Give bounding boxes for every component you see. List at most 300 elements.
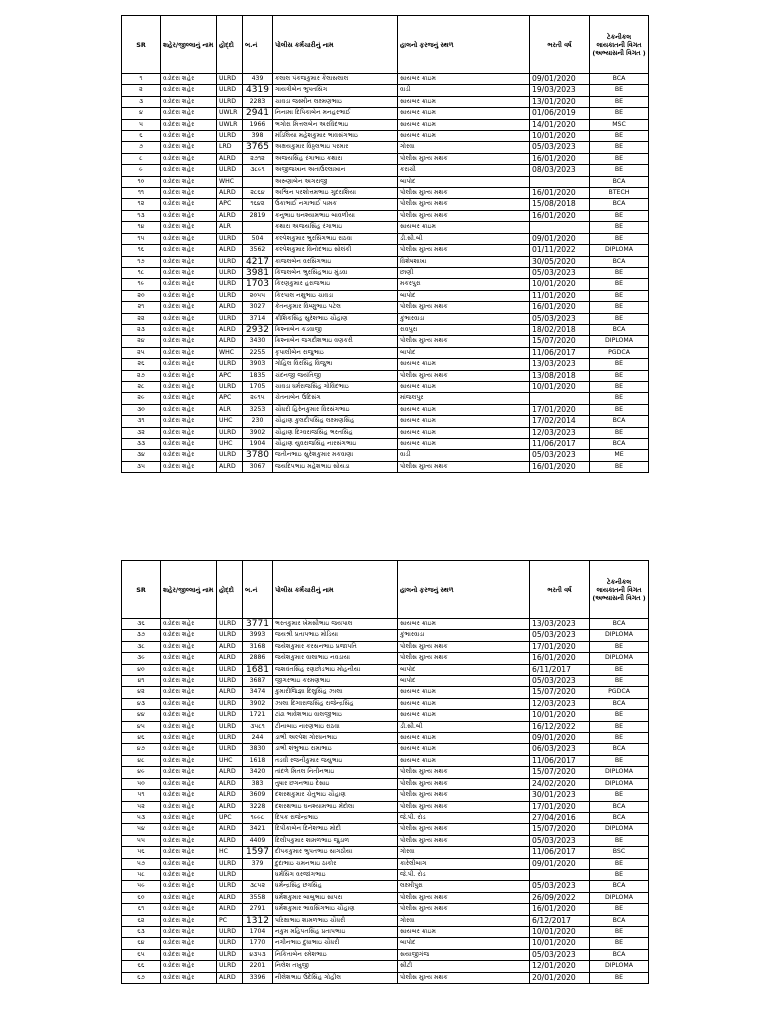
- cell-employee-name: ઉકાભાઈ નગાભાઈ પામક: [273, 199, 398, 210]
- cell-post: ALRD: [217, 153, 243, 164]
- cell-post: ALRD: [217, 245, 243, 256]
- header-education: ટેકનીકલ લાયકાતની વિગત (અભ્યાસની વિગત ): [590, 561, 649, 619]
- table-row: [122, 721, 649, 732]
- cell-recruit-date: 17/02/2014: [530, 416, 590, 427]
- cell-post: ULRD: [217, 721, 243, 732]
- cell-post: ALRD: [217, 778, 243, 789]
- table-row: [122, 233, 649, 244]
- cell-recruit-date: [530, 222, 590, 233]
- cell-recruit-date: 10/01/2020: [530, 131, 590, 142]
- cell-district: વડોદરા શહેર: [161, 926, 217, 937]
- table-row: [122, 290, 649, 301]
- cell-buckle-no: 3474: [243, 687, 273, 698]
- cell-sr: ૫૧: [122, 790, 161, 801]
- table-row: [122, 119, 649, 130]
- cell-sr: ૪: [122, 108, 161, 119]
- cell-post: ALRD: [217, 336, 243, 347]
- staff-table-page-2: [121, 560, 649, 984]
- table-row: [122, 881, 649, 892]
- cell-education: BTECH: [590, 188, 649, 199]
- cell-post: APC: [217, 199, 243, 210]
- cell-recruit-date: 16/01/2020: [530, 461, 590, 472]
- cell-recruit-date: [530, 869, 590, 880]
- table-row: [122, 938, 649, 949]
- cell-buckle-no: 3430: [243, 336, 273, 347]
- cell-current-place: સાયબર ક્રાઇમ: [398, 74, 530, 85]
- cell-employee-name: ચૌહાણ કુલદીપસિંહ લક્ષ્મણસિંહ: [273, 416, 398, 427]
- cell-education: BCA: [590, 698, 649, 709]
- cell-current-place: સાયબર ક્રાઇમ: [398, 119, 530, 130]
- cell-sr: ૪૨: [122, 687, 161, 698]
- cell-current-place: સાયબર ક્રાઇમ: [398, 619, 530, 630]
- cell-district: વડોદરા શહેર: [161, 302, 217, 313]
- cell-district: વડોદરા શહેર: [161, 619, 217, 630]
- cell-current-place: સીટી: [398, 961, 530, 972]
- cell-education: DIPLOMA: [590, 336, 649, 347]
- cell-district: વડોદરા શહેર: [161, 176, 217, 187]
- cell-recruit-date: 15/07/2020: [530, 824, 590, 835]
- cell-sr: ૫૨: [122, 801, 161, 812]
- cell-current-place: વાડી: [398, 85, 530, 96]
- cell-post: ALR: [217, 404, 243, 415]
- cell-education: BCA: [590, 199, 649, 210]
- cell-education: BCA: [590, 176, 649, 187]
- cell-education: PGDCA: [590, 687, 649, 698]
- cell-education: BE: [590, 233, 649, 244]
- cell-buckle-no: ૧૯૯૮: [243, 812, 273, 823]
- cell-education: BSC: [590, 847, 649, 858]
- cell-buckle-no: 1705: [243, 381, 273, 392]
- cell-post: LRD: [217, 142, 243, 153]
- cell-recruit-date: 16/01/2020: [530, 153, 590, 164]
- cell-buckle-no: 2791: [243, 904, 273, 915]
- cell-post: ULRD: [217, 926, 243, 937]
- cell-buckle-no: 1681: [243, 664, 273, 675]
- cell-sr: ૨૪: [122, 336, 161, 347]
- cell-employee-name: ક્રિશ્નાબેન કડવાજી: [273, 324, 398, 335]
- header-current-place: હાલનો ફરજનું સ્થળ: [398, 561, 530, 619]
- cell-education: BE: [590, 370, 649, 381]
- table-row: [122, 427, 649, 438]
- cell-sr: ૨૫: [122, 347, 161, 358]
- cell-sr: ૩૬: [122, 619, 161, 630]
- cell-sr: ૬૬: [122, 961, 161, 972]
- cell-current-place: પોલીસ મુખ્ય મથક: [398, 370, 530, 381]
- cell-employee-name: કનુભાઇ ઘનશ્યામભાઇ બાવળીયા: [273, 210, 398, 221]
- cell-post: APC: [217, 370, 243, 381]
- cell-employee-name: જયદિપભાઇ મહેશભાઇ સોયડા: [273, 461, 398, 472]
- cell-recruit-date: [530, 393, 590, 404]
- table-row: [122, 393, 649, 404]
- cell-recruit-date: 11/01/2020: [530, 290, 590, 301]
- cell-current-place: સાયબર ક્રાઇમ: [398, 222, 530, 233]
- cell-buckle-no: 504: [243, 233, 273, 244]
- cell-sr: ૬૦: [122, 892, 161, 903]
- table-header-row: [122, 16, 649, 74]
- table-row: [122, 347, 649, 358]
- cell-buckle-no: 1770: [243, 938, 273, 949]
- cell-education: BCA: [590, 619, 649, 630]
- cell-buckle-no: 1721: [243, 710, 273, 721]
- cell-current-place: પોલીસ મુખ્ય મથક: [398, 336, 530, 347]
- cell-education: BE: [590, 790, 649, 801]
- cell-post: APC: [217, 393, 243, 404]
- cell-recruit-date: 16/01/2020: [530, 302, 590, 313]
- table-row: [122, 915, 649, 926]
- cell-employee-name: તુષાર છગનભાઇ દેસાઇ: [273, 778, 398, 789]
- cell-education: BCA: [590, 949, 649, 960]
- cell-current-place: પોલીસ મુખ્ય મથક: [398, 153, 530, 164]
- cell-current-place: સાયબર ક્રાઇમ: [398, 755, 530, 766]
- cell-education: BE: [590, 427, 649, 438]
- cell-post: ULRD: [217, 359, 243, 370]
- cell-sr: ૧: [122, 74, 161, 85]
- cell-current-place: પોલીસ મુખ્ય મથક: [398, 199, 530, 210]
- cell-district: વડોદરા શહેર: [161, 721, 217, 732]
- cell-current-place: પોલીસ મુખ્ય મથક: [398, 461, 530, 472]
- table-row: [122, 801, 649, 812]
- cell-sr: ૩૮: [122, 641, 161, 652]
- cell-district: વડોદરા શહેર: [161, 892, 217, 903]
- cell-post: UHC: [217, 416, 243, 427]
- cell-post: UWLR: [217, 119, 243, 130]
- cell-buckle-no: ૪૩૫૩: [243, 949, 273, 960]
- cell-current-place: સાયબર ક્રાઇમ: [398, 108, 530, 119]
- cell-buckle-no: 3609: [243, 790, 273, 801]
- cell-buckle-no: 1597: [243, 847, 273, 858]
- cell-recruit-date: 17/01/2020: [530, 801, 590, 812]
- cell-buckle-no: 3396: [243, 972, 273, 983]
- cell-education: BE: [590, 404, 649, 415]
- cell-district: વડોદરા શહેર: [161, 347, 217, 358]
- cell-recruit-date: 11/06/2017: [530, 847, 590, 858]
- cell-district: વડોદરા શહેર: [161, 267, 217, 278]
- cell-district: વડોદરા શહેર: [161, 404, 217, 415]
- cell-recruit-date: 13/01/2020: [530, 96, 590, 107]
- cell-post: ULRD: [217, 450, 243, 461]
- cell-buckle-no: 3228: [243, 801, 273, 812]
- cell-current-place: કરાચી: [398, 165, 530, 176]
- table-row: [122, 676, 649, 687]
- header-employee-name: પોલીસ કર્મચારીનું નામ: [273, 16, 398, 74]
- cell-sr: ૯: [122, 165, 161, 176]
- cell-recruit-date: 16/12/2022: [530, 721, 590, 732]
- cell-district: વડોદરા શહેર: [161, 676, 217, 687]
- cell-employee-name: અજીજખાન અતાઉલ્લાખાન: [273, 165, 398, 176]
- cell-post: ULRD: [217, 698, 243, 709]
- cell-recruit-date: 13/03/2023: [530, 359, 590, 370]
- cell-current-place: પોલીસ મુખ્ય મથક: [398, 972, 530, 983]
- cell-employee-name: કલ્પેશકુમાર ભુરસિંગભાઇ રાઠવા: [273, 233, 398, 244]
- cell-education: BCA: [590, 915, 649, 926]
- cell-sr: ૮: [122, 153, 161, 164]
- cell-district: વડોદરા શહેર: [161, 142, 217, 153]
- cell-buckle-no: 3902: [243, 698, 273, 709]
- cell-district: વડોદરા શહેર: [161, 393, 217, 404]
- cell-post: ULRD: [217, 427, 243, 438]
- cell-education: MSC: [590, 119, 649, 130]
- cell-recruit-date: 11/06/2017: [530, 347, 590, 358]
- table-row: [122, 630, 649, 641]
- cell-district: વડોદરા શહેર: [161, 915, 217, 926]
- cell-buckle-no: [243, 222, 273, 233]
- cell-employee-name: કિરપાલ નથુભાઇ ચાવડા: [273, 290, 398, 301]
- cell-recruit-date: 17/01/2020: [530, 641, 590, 652]
- cell-post: ULRD: [217, 290, 243, 301]
- cell-sr: ૪૪: [122, 710, 161, 721]
- header-employee-name: પોલીસ કર્મચારીનું નામ: [273, 561, 398, 619]
- table-row: [122, 710, 649, 721]
- cell-recruit-date: 30/05/2020: [530, 256, 590, 267]
- cell-post: ALRD: [217, 972, 243, 983]
- cell-current-place: વાડી: [398, 450, 530, 461]
- cell-recruit-date: 16/01/2020: [530, 904, 590, 915]
- cell-sr: ૬૨: [122, 915, 161, 926]
- cell-education: BE: [590, 835, 649, 846]
- cell-buckle-no: 3420: [243, 767, 273, 778]
- cell-employee-name: ડાભી શંભુભાઇ રામાભાઇ: [273, 744, 398, 755]
- table-row: [122, 153, 649, 164]
- cell-buckle-no: 439: [243, 74, 273, 85]
- cell-education: BCA: [590, 416, 649, 427]
- cell-recruit-date: 26/09/2022: [530, 892, 590, 903]
- cell-district: વડોદરા શહેર: [161, 279, 217, 290]
- cell-buckle-no: ૨૦૫૫: [243, 290, 273, 301]
- cell-buckle-no: 2932: [243, 324, 273, 335]
- cell-current-place: ગોરવા: [398, 915, 530, 926]
- cell-current-place: લક્ષ્મીપુરા: [398, 881, 530, 892]
- cell-sr: ૫૭: [122, 858, 161, 869]
- cell-post: ULRD: [217, 858, 243, 869]
- cell-buckle-no: ૨૭૧૨: [243, 153, 273, 164]
- cell-buckle-no: 3253: [243, 404, 273, 415]
- cell-employee-name: નિકિતાબેન રમેશભાઇ: [273, 949, 398, 960]
- cell-employee-name: અક્ષયકુમાર વિઠ્ઠલભાઇ પરમાર: [273, 142, 398, 153]
- cell-district: વડોદરા શહેર: [161, 427, 217, 438]
- cell-district: વડોદરા શહેર: [161, 881, 217, 892]
- cell-education: BE: [590, 131, 649, 142]
- cell-sr: ૨: [122, 85, 161, 96]
- header-recruit-year: ભરતી વર્ષ: [530, 561, 590, 619]
- cell-recruit-date: 13/08/2018: [530, 370, 590, 381]
- cell-sr: ૨૯: [122, 393, 161, 404]
- cell-district: વડોદરા શહેર: [161, 461, 217, 472]
- table-row: [122, 653, 649, 664]
- cell-district: વડોદરા શહેર: [161, 74, 217, 85]
- cell-recruit-date: 05/03/2023: [530, 267, 590, 278]
- cell-current-place: વિશેષશાખા: [398, 256, 530, 267]
- cell-buckle-no: 3780: [243, 450, 273, 461]
- cell-district: વડોદરા શહેર: [161, 687, 217, 698]
- cell-education: BE: [590, 869, 649, 880]
- cell-post: ULRD: [217, 630, 243, 641]
- cell-recruit-date: 05/03/2023: [530, 949, 590, 960]
- cell-employee-name: દિપક રાજેન્દ્રભાઇ: [273, 812, 398, 823]
- cell-buckle-no: 1618: [243, 755, 273, 766]
- cell-employee-name: ચંદનજી જયંતિજી: [273, 370, 398, 381]
- cell-district: વડોદરા શહેર: [161, 641, 217, 652]
- cell-recruit-date: 12/03/2023: [530, 427, 590, 438]
- cell-employee-name: જયશ્રી પ્રતાપભાઇ મોડિયા: [273, 630, 398, 641]
- header-sr: SR: [122, 561, 161, 619]
- cell-sr: ૪૧: [122, 676, 161, 687]
- cell-recruit-date: 01/06/2019: [530, 108, 590, 119]
- cell-employee-name: ઝાલા દિગ્વરાજસિંહ રાજેન્દ્રસિંહ: [273, 698, 398, 709]
- table-row: [122, 461, 649, 472]
- table-row: [122, 96, 649, 107]
- cell-education: BE: [590, 733, 649, 744]
- cell-sr: ૪૬: [122, 733, 161, 744]
- cell-employee-name: જશવંતસિંહ રણછોડભાઇ મોહનીયા: [273, 664, 398, 675]
- cell-recruit-date: 10/01/2020: [530, 926, 590, 937]
- cell-current-place: સાયબર ક્રાઇમ: [398, 710, 530, 721]
- cell-post: ULRD: [217, 165, 243, 176]
- cell-district: વડોદરા શહેર: [161, 199, 217, 210]
- cell-post: UPC: [217, 812, 243, 823]
- cell-post: ALRD: [217, 324, 243, 335]
- cell-sr: ૩૩: [122, 439, 161, 450]
- cell-employee-name: નગીનભાઇ દુધાભાઇ ચૌધરી: [273, 938, 398, 949]
- cell-sr: ૫: [122, 119, 161, 130]
- cell-employee-name: ચેતનાબેન ઉદિસંગ: [273, 393, 398, 404]
- cell-buckle-no: 3687: [243, 676, 273, 687]
- table-row: [122, 698, 649, 709]
- cell-education: BE: [590, 153, 649, 164]
- cell-education: DIPLOMA: [590, 245, 649, 256]
- table-header-row: [122, 561, 649, 619]
- cell-current-place: પોલીસ મુખ્ય મથક: [398, 653, 530, 664]
- cell-district: વડોદરા શહેર: [161, 119, 217, 130]
- cell-employee-name: દશરથકુમાર ચેતુભાઇ ચૌહાણ: [273, 790, 398, 801]
- cell-employee-name: નિલેશ તખુજી: [273, 961, 398, 972]
- table-row: [122, 416, 649, 427]
- cell-sr: ૧૪: [122, 222, 161, 233]
- header-sr: SR: [122, 16, 161, 74]
- cell-education: DIPLOMA: [590, 778, 649, 789]
- header-post: હોદ્દો: [217, 561, 243, 619]
- cell-district: વડોદરા શહેર: [161, 972, 217, 983]
- cell-sr: ૬૪: [122, 938, 161, 949]
- cell-buckle-no: 3067: [243, 461, 273, 472]
- cell-current-place: કુંભારવાડા: [398, 313, 530, 324]
- cell-buckle-no: 4217: [243, 256, 273, 267]
- cell-current-place: સાયબર ક્રાઇમ: [398, 733, 530, 744]
- table-row: [122, 847, 649, 858]
- cell-current-place: પોલીસ મુખ્ય મથક: [398, 824, 530, 835]
- cell-current-place: જે.પી. રોડ: [398, 869, 530, 880]
- cell-education: BE: [590, 279, 649, 290]
- header-district: શહેર/જીલ્લાનું નામ: [161, 16, 217, 74]
- cell-recruit-date: 11/06/2017: [530, 439, 590, 450]
- cell-post: ALRD: [217, 653, 243, 664]
- cell-current-place: સાયબર ક્રાઇમ: [398, 926, 530, 937]
- cell-current-place: સયાજીગંજ: [398, 949, 530, 960]
- cell-employee-name: ધર્મસિંગ વરજાંગભાઇ: [273, 869, 398, 880]
- cell-post: ALRD: [217, 824, 243, 835]
- cell-employee-name: ભગોરા મિત્તલબેન અરવિંદભાઇ: [273, 119, 398, 130]
- table-row: [122, 972, 649, 983]
- cell-current-place: ગોરવા: [398, 142, 530, 153]
- cell-current-place: પોલીસ મુખ્ય મથક: [398, 302, 530, 313]
- cell-employee-name: ક્રિશ્નાબેન જગદીશભાઇ વણકરી: [273, 336, 398, 347]
- cell-education: BE: [590, 858, 649, 869]
- cell-buckle-no: ૩૫૮૧: [243, 721, 273, 732]
- cell-education: DIPLOMA: [590, 767, 649, 778]
- cell-buckle-no: 1835: [243, 370, 273, 381]
- cell-post: ULRD: [217, 664, 243, 675]
- cell-recruit-date: 11/06/2017: [530, 755, 590, 766]
- cell-recruit-date: 24/02/2020: [530, 778, 590, 789]
- cell-recruit-date: 12/03/2023: [530, 698, 590, 709]
- cell-recruit-date: 14/01/2020: [530, 119, 590, 130]
- cell-district: વડોદરા શહેર: [161, 778, 217, 789]
- cell-employee-name: દિપીકાબેન દિનેશભાઇ મોદી: [273, 824, 398, 835]
- cell-recruit-date: [530, 176, 590, 187]
- cell-buckle-no: 383: [243, 778, 273, 789]
- table-row: [122, 245, 649, 256]
- cell-education: BE: [590, 393, 649, 404]
- cell-employee-name: ધર્મેશકુમાર ભાવસિંગભાઇ ચૌહાણ: [273, 904, 398, 915]
- cell-buckle-no: 1703: [243, 279, 273, 290]
- cell-district: વડોદરા શહેર: [161, 664, 217, 675]
- cell-district: વડોદરા શહેર: [161, 858, 217, 869]
- cell-current-place: પોલીસ મુખ્ય મથક: [398, 790, 530, 801]
- cell-employee-name: કિંજલબેન ભુરસિંહભાઇ મુંડવા: [273, 267, 398, 278]
- table-row: [122, 869, 649, 880]
- table-row: [122, 85, 649, 96]
- cell-sr: ૧૬: [122, 245, 161, 256]
- cell-employee-name: નીલેશભાઇ ઉદેસિંહ ગોહીલ: [273, 972, 398, 983]
- cell-sr: ૪૯: [122, 767, 161, 778]
- cell-post: UWLR: [217, 108, 243, 119]
- cell-sr: ૫૦: [122, 778, 161, 789]
- cell-sr: ૫૯: [122, 881, 161, 892]
- cell-education: DIPLOMA: [590, 630, 649, 641]
- cell-district: વડોદરા શહેર: [161, 359, 217, 370]
- cell-sr: ૨૧: [122, 302, 161, 313]
- cell-sr: ૩૨: [122, 427, 161, 438]
- cell-district: વડોદરા શહેર: [161, 370, 217, 381]
- table-row: [122, 949, 649, 960]
- cell-recruit-date: 01/11/2022: [530, 245, 590, 256]
- cell-district: વડોદરા શહેર: [161, 324, 217, 335]
- cell-post: ULRD: [217, 961, 243, 972]
- cell-buckle-no: 3902: [243, 427, 273, 438]
- cell-recruit-date: 05/03/2023: [530, 881, 590, 892]
- cell-employee-name: ધર્મેશકુમાર બાબુભાઇ સાપરા: [273, 892, 398, 903]
- cell-recruit-date: 09/01/2020: [530, 233, 590, 244]
- cell-sr: ૬૧: [122, 904, 161, 915]
- cell-district: વડોદરા શહેર: [161, 949, 217, 960]
- cell-education: BE: [590, 676, 649, 687]
- header-education: ટેકનીકલ લાયકાતની વિગત (અભ્યાસની વિગત ): [590, 16, 649, 74]
- cell-current-place: બાપોદ: [398, 664, 530, 675]
- cell-district: વડોદરા શહેર: [161, 290, 217, 301]
- cell-education: PGDCA: [590, 347, 649, 358]
- table-row: [122, 108, 649, 119]
- cell-employee-name: કથારા અજયસિંહ રંગાભાઇ: [273, 222, 398, 233]
- cell-buckle-no: 3993: [243, 630, 273, 641]
- cell-post: ULRD: [217, 619, 243, 630]
- cell-current-place: પોલીસ મુખ્ય મથક: [398, 835, 530, 846]
- cell-recruit-date: 10/01/2020: [530, 381, 590, 392]
- cell-employee-name: દશરથભાઇ ઘનશ્યામભાઇ મેંદોલા: [273, 801, 398, 812]
- cell-recruit-date: 05/03/2023: [530, 835, 590, 846]
- cell-current-place: સાયબર ક્રાઇમ: [398, 427, 530, 438]
- cell-employee-name: અશ્વિન પરશોત્તમભાઇ ગુદરાશિયા: [273, 188, 398, 199]
- cell-buckle-no: 3562: [243, 245, 273, 256]
- header-post: હોદ્દો: [217, 16, 243, 74]
